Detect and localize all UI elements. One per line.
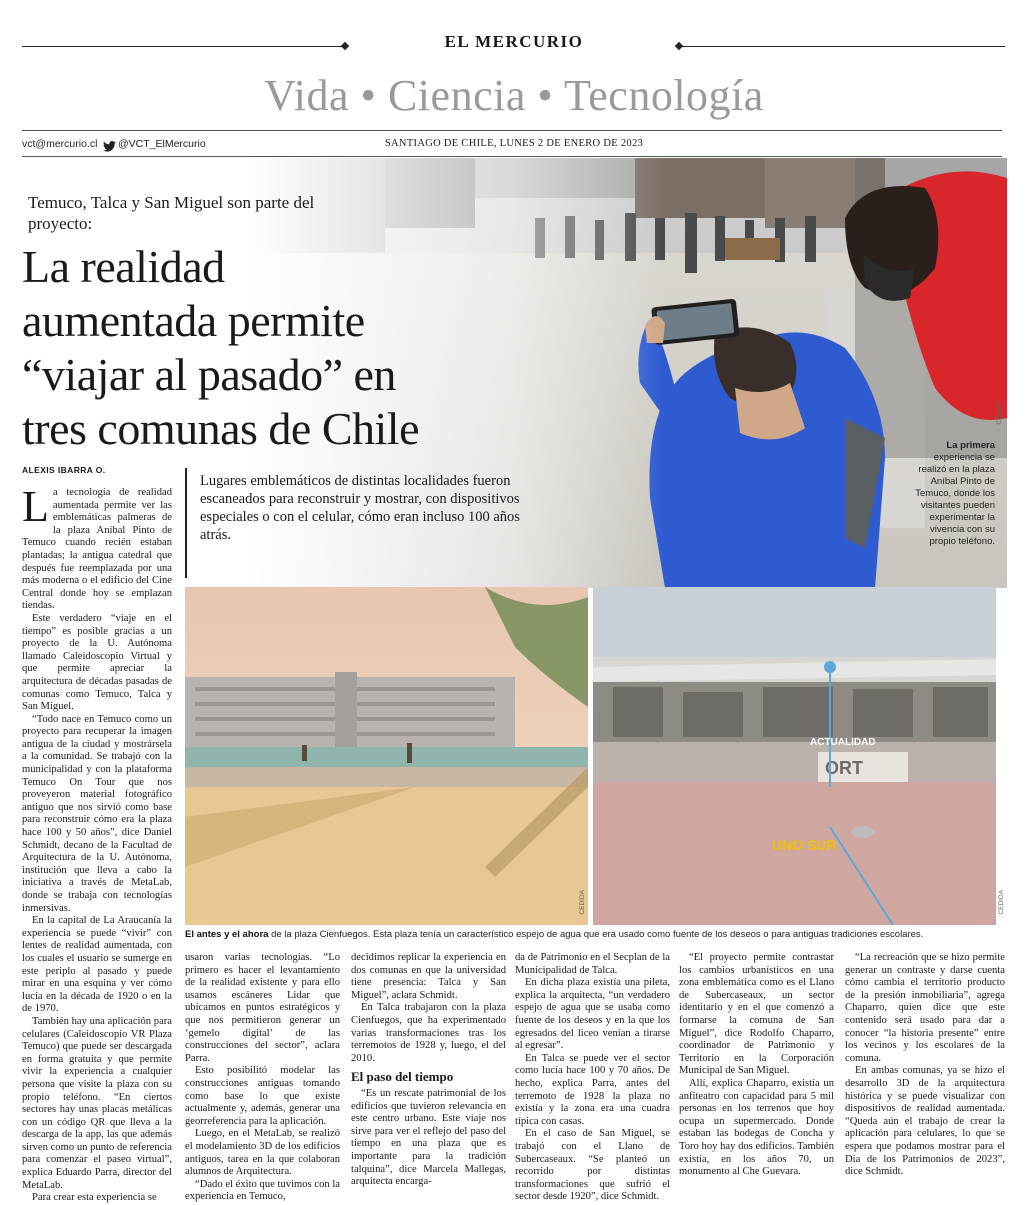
- col1-p6: Para crear esta experiencia se: [32, 1192, 157, 1204]
- col1-p5: También hay una aplicación para celulares (Caleidoscopio VR Plaza Temuco) que puede ser descargada en forma gratuita y que permite vivir la experiencia a cualquier persona que visite la plaza con su propio teléfono. “En ciertos sectores hay unas placas metálicas con un código QR que lleva a la descarga de la app, las que además sirven como un punto de referencia para comenzar el paseo virtual”, explica Eduardo Parra, director del MetaLab.: [22, 1015, 172, 1191]
- col2-p1: usaron varias tecnologías. “Lo primero es hacer el levantamiento de la realidad existente y para ello usamos escáneres Lidar que ubicamos en puntos estratégicos y que nos permitieron generar un ‘gemelo digital’ de las construcciones del sector”, aclara Parra.: [185, 952, 340, 1064]
- col6-p1: “La recreación que se hizo permite generar un contraste y darse cuenta cómo cambia el territorio producto de la presión inmobiliaria”, agrega Chaparro, quien dice que este contenido será usado para dar a conocer “la historia presente” entre los vecinos y los escolares de la comuna.: [845, 952, 1005, 1064]
- col1-p3: “Todo nace en Temuco como un proyecto para recuperar la imagen antigua de la ciudad y mostrársela a la comunidad. Se trabajó con la municipalidad y con la plataforma Temuco On Tour que nos proveyeron material fotográfico antiguo que nos sirvió como base para reconstruir cómo era la plaza hace 100 y 50 años”, dice Daniel Schmidt, decano de la Facultad de Arquitectura de la U. Autónoma, institución que lleva a cabo la iniciativa a través de MetaLab, donde se trabaja con tecnologías inmersivas.: [22, 713, 172, 914]
- main-photo-caption: [915, 440, 995, 548]
- header-twitter[interactable]: @VCT_ElMercurio: [118, 138, 206, 150]
- col3-p1: decidimos replicar la experiencia en dos comunas en que la universidad tiene presencia: Talca y San Miguel”, aclara Schmidt.: [351, 952, 506, 1001]
- dropcap: L: [22, 482, 49, 531]
- col2-p3: Luego, en el MetaLab, se realizó el modelamiento 3D de los edificios antiguos, tarea en la que colaboran alumnos de Arquitectura.: [185, 1128, 340, 1178]
- headline-line-1: La realidad: [22, 241, 225, 292]
- col4-p3: En Talca se puede ver el sector como lucía hace 100 y 70 años. De hecho, explica Parra, antes del terremoto de 1928 la plaza no existía y la zona era una cuadra típica con casas.: [515, 1052, 670, 1127]
- lower-caption-text: de la plaza Cienfuegos. Esta plaza tenía un característico espejo de agua que era usado como fuente de los deseos o para antiguas tradiciones escolares.: [268, 929, 924, 940]
- col3-p2: En Talca trabajaron con la plaza Cienfuegos, que ha experimentado varias transformaciones tras los terremotos de 1928 y, luego, el del 2010.: [351, 1002, 506, 1064]
- article-column-3: [351, 952, 506, 1194]
- section-title: Vida • Ciencia • Tecnología: [264, 71, 764, 120]
- col5-p1: “El proyecto permite contrastar los cambios urbanísticos en una zona emblemática como es el Llano de Subercaseaux, un sector identitario y en el que comenzó a formarse la comuna de San Miguel”, dice Rodolfo Chaparro, coordinador de Patrimonio y Territorio en la Corporación Municipal de San Miguel.: [679, 952, 834, 1077]
- photo-after: [593, 587, 996, 925]
- headline: [22, 240, 542, 456]
- photo-after-credit: CEDIDA: [998, 890, 1005, 915]
- col1-p4: En la capital de La Araucanía la experiencia se puede “vivir” con lentes de realidad aumentada, con los cuales el usuario se sumerge en este periplo al pasado y puede mirar en una esquina y ver cómo lucía en la década de 1920 o en la de 1970.: [22, 915, 172, 1015]
- headline-line-4: tres comunas de Chile: [22, 403, 420, 454]
- photo-before-credit: CEDIDA: [579, 890, 586, 915]
- masthead-rule-right: [680, 46, 1005, 47]
- main-caption-bold: La primera: [946, 440, 995, 451]
- dateline: SANTIAGO DE CHILE, LUNES 2 DE ENERO DE 2023: [384, 138, 644, 149]
- col5-p2: Allí, explica Chaparro, existía un anfiteatro con capacidad para 5 mil personas en los terrenos que hoy ocupa un supermercado. Donde estaban las bodegas de Concha y Toro hoy hay dos edificios. También existía, en los años 70, un monumento al Che Guevara.: [679, 1077, 834, 1178]
- photo-label-uno-sur: UNO SUR: [772, 837, 837, 853]
- header-rule-bottom: [22, 156, 1002, 157]
- headline-line-2: aumentada permite: [22, 295, 365, 346]
- main-photo-credit: CEDIDA: [996, 400, 1003, 425]
- kicker: Temuco, Talca y San Miguel son parte del proyecto:: [28, 193, 315, 233]
- article-column-2: [185, 952, 340, 1203]
- headline-line-3: “viajar al pasado” en: [22, 349, 396, 400]
- col4-p2: En dicha plaza existía una pileta, explica la arquitecta, “un verdadero espejo de agua que se usaba como fuente de los deseos y en la que los egresados del liceo venían a tirarse al egresar”.: [515, 977, 670, 1052]
- main-caption-text: experiencia se realizó en la plaza Aníbal Pinto de Temuco, donde los visitantes pueden experimentar la vivencia con su propio teléfono.: [915, 452, 995, 547]
- article-column-4: [515, 952, 670, 1203]
- lower-caption-bold: El antes y el ahora: [185, 929, 269, 940]
- masthead-rule-left: [22, 46, 342, 47]
- svg-text:ORT: ORT: [825, 758, 863, 778]
- col2-p2: Esto posibilitó modelar las construcciones antiguas tomando como base lo que existe actualmente y, además, generar una georreferencia para la aplicación.: [185, 1065, 340, 1127]
- masthead: EL MERCURIO: [444, 32, 584, 51]
- subhead-paso-del-tiempo: El paso del tiempo: [351, 1069, 454, 1085]
- col1-p1: a tecnología de realidad aumentada permite ver las emblemáticas palmeras de la plaza Aníbal Pinto de Temuco cuando recién estaban plantadas; la antigua catedral que después fue reemplazada por una más moderna o el edificio del Cine Central donde hoy se emplazan tiendas.: [22, 487, 172, 612]
- article-column-6: [845, 952, 1005, 1194]
- photo-label-actualidad: ACTUALIDAD: [810, 737, 876, 748]
- header-email[interactable]: vct@mercurio.cl: [22, 138, 98, 150]
- col4-p1: da de Patrimonio en el Secplan de la Municipalidad de Talca.: [515, 952, 670, 976]
- byline: ALEXIS IBARRA O.: [22, 465, 106, 475]
- article-column-1: [22, 482, 172, 1204]
- col1-p2: Este verdadero “viaje en el tiempo” es posible gracias a un proyecto de la U. Autónoma llamado Caleidoscopio Virtual y que permite apreciar la arquitectura de décadas pasadas de comunas como Temuco, Talca y San Miguel.: [22, 612, 172, 713]
- photo-before: [185, 587, 588, 925]
- col4-p4: En el caso de San Miguel, se trabajó con el Llano de Subercaseaux. “Se planteó un recorrido por distintas transformaciones que sufrió el sector desde 1920”, dice Schmidt.: [515, 1128, 670, 1203]
- lower-photo-caption: [185, 929, 1010, 940]
- lead-bar: [185, 468, 187, 578]
- article-column-5: [679, 952, 834, 1194]
- lead: Lugares emblemáticos de distintas localidades fueron escaneados para reconstruir y mostrar, con dispositivos especiales o con el celular, cómo eran incluso 100 años atrás.: [200, 473, 520, 543]
- col3-p3: “Es un rescate patrimonial de los edificios que tuvieron relevancia en este centro urbano. Este viaje nos sirve para ver el reflejo del paso del tiempo en una plaza que es importante para la tradición talquina”, dice Marcela Mallegas, arquitecta encarga-: [351, 1087, 506, 1188]
- col6-p2: En ambas comunas, ya se hizo el desarrollo 3D de la arquitectura histórica y se puede visualizar con dispositivos de realidad aumentada. “Queda aún el trabajo de crear la aplicación para celulares, lo que se espera que podamos mostrar para el Día de los Patrimonios de 2023”, dice Schmidt.: [845, 1065, 1005, 1178]
- col2-p4: “Dado el éxito que tuvimos con la experiencia en Temuco,: [185, 1178, 340, 1203]
- header-rule-top: [22, 130, 1002, 131]
